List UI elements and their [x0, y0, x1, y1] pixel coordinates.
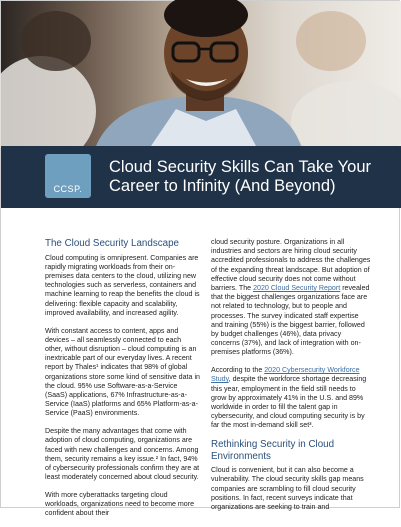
hero-photo-illustration — [1, 1, 401, 146]
paragraph: Cloud computing is omnipresent. Companies are rapidly migrating workloads from their on-premises data centers to the cloud, utilizing new technologies such as serverless, containers and machine learning to reap the benefits the cloud is delivering: flexible capacity and scalability, improved availability, and increased agility. — [45, 253, 200, 317]
workforce-study-link[interactable]: 2020 Cybersecurity Workforce Study — [211, 366, 360, 384]
section-heading-landscape: The Cloud Security Landscape — [45, 238, 179, 249]
paragraph-text: revealed that the biggest challenges organizations face are not related to technology, but to people and processes. The survey indicated staff expertise and training (55%) is the biggest barrier, followed by budget challenges (46%), data privacy concerns (37%), and lack of integration with on-premises platforms (36%). — [211, 284, 370, 357]
cloud-security-report-link[interactable]: 2020 Cloud Security Report — [253, 284, 341, 293]
right-column — [211, 238, 371, 521]
paragraph-text: cloud security posture. Organizations in all industries and sectors are hiring cloud security accredited professionals to address the challenges of the expanding threat landscape. But adoption of effective cloud security does not come without barriers. The — [211, 238, 371, 293]
paragraph: Despite the many advantages that come with adoption of cloud computing, organizations are faced with new challenges and concerns. Among them, security remains a key issue.² In fact, 94% of cybersecurity professionals confirm they are at least moderately concerned about cloud security. — [45, 427, 200, 482]
page-title: Cloud Security Skills Can Take Your Career to Infinity (And Beyond) — [109, 158, 372, 195]
paragraph — [211, 238, 371, 358]
paragraph-text: According to the — [211, 366, 265, 375]
paragraph — [211, 366, 371, 430]
hero-photo — [1, 1, 401, 146]
ccsp-logo — [45, 154, 91, 198]
ccsp-logo-label: CCSP. — [53, 184, 83, 194]
paragraph: With constant access to content, apps and devices – all seamlessly connected to each other, without disruption – cloud computing is an inextricable part of our everyday lives. A recent report by Thales¹ indicates that 98% of global organizations store some kind of sensitive data in the cloud. 95% use Software-as-a-Service (SaaS) applications, 67% Infrastructure-as-a-Service (IaaS) platforms and 65% Platform-as-a-Service (PaaS) environments. — [45, 326, 200, 418]
paragraph: With more cyberattacks targeting cloud workloads, organizations need to become more confident about their — [45, 490, 195, 518]
paragraph-text: , despite the workforce shortage decreasing this year, employment in the field still needs to grow by approximately 41% in the U.S. and 89% worldwide in order to fill the talent gap in cybersecurity, and cloud computing security is by far the most in-demand skill set³. — [211, 375, 367, 430]
section-heading-rethinking: Rethinking Security in Cloud Environments — [211, 439, 335, 462]
paragraph: Cloud is convenient, but it can also become a vulnerability. The cloud security skills gap means companies are scrambling to fill cloud security positions. In fact, recent surveys indicate that organizations are seeking to train and — [211, 466, 364, 512]
left-column — [45, 238, 200, 527]
